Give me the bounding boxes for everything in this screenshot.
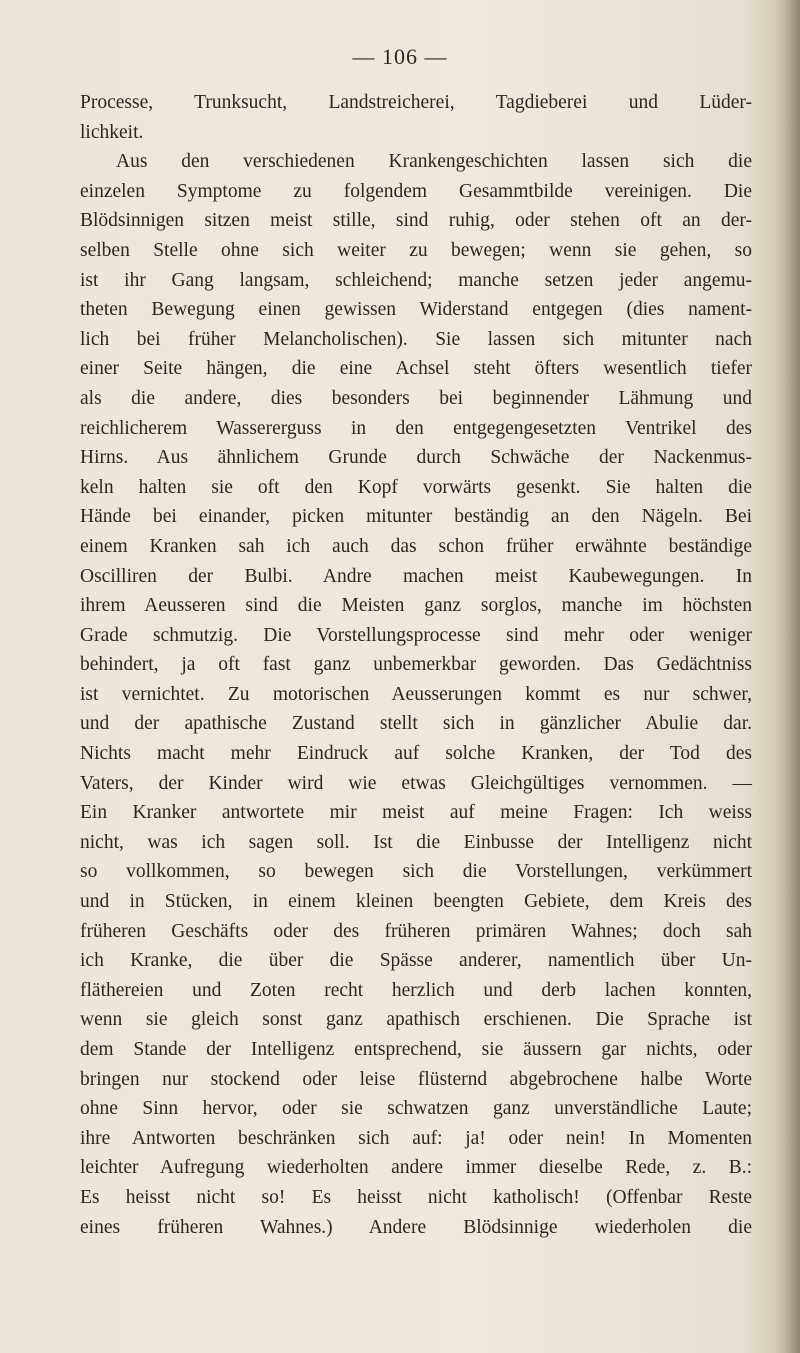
text-line: Grade schmutzig. Die Vorstellungsprocesse sind mehr oder weniger — [80, 624, 752, 646]
text-line: eines früheren Wahnes.) Andere Blödsinnige wiederholen die — [80, 1216, 752, 1238]
text-line: Es heisst nicht so! Es heisst nicht katholisch! (Offenbar Reste — [80, 1186, 752, 1208]
text-line: Aus den verschiedenen Krankengeschichten lassen sich die — [116, 151, 752, 173]
text-line: Nichts macht mehr Eindruck auf solche Kranken, der Tod des — [80, 743, 752, 765]
text-line: behindert, ja oft fast ganz unbemerkbar geworden. Das Gedächtniss — [80, 654, 752, 676]
text-line: theten Bewegung einen gewissen Widerstand entgegen (dies nament- — [80, 299, 752, 321]
text-line: selben Stelle ohne sich weiter zu bewegen; wenn sie gehen, so — [80, 239, 752, 261]
text-line: bringen nur stockend oder leise flüsternd abgebrochene halbe Worte — [80, 1068, 752, 1090]
text-line: ist vernichtet. Zu motorischen Aeusserungen kommt es nur schwer, — [80, 683, 752, 705]
text-line: als die andere, dies besonders bei beginnender Lähmung und — [80, 387, 752, 409]
text-line: Hirns. Aus ähnlichem Grunde durch Schwäche der Nackenmus- — [80, 447, 752, 469]
text-line: dem Stande der Intelligenz entsprechend, sie äussern gar nichts, oder — [80, 1039, 752, 1060]
text-line: Vaters, der Kinder wird wie etwas Gleichgültiges vernommen. — — [80, 772, 752, 794]
body-text — [80, 88, 752, 1242]
text-line: Ein Kranker antwortete mir meist auf meine Fragen: Ich weiss — [80, 802, 752, 824]
text-line: ich Kranke, die über die Spässe anderer, namentlich über Un- — [80, 950, 752, 972]
text-line: Blödsinnigen sitzen meist stille, sind ruhig, oder stehen oft an der- — [80, 210, 752, 232]
text-line: fläthereien und Zoten recht herzlich und derb lachen konnten, — [80, 979, 752, 1001]
text-line: ihre Antworten beschränken sich auf: ja! oder nein! In Momenten — [80, 1127, 752, 1149]
text-line: Processe, Trunksucht, Landstreicherei, Tagdieberei und Lüder- — [80, 92, 752, 113]
text-line: und in Stücken, in einem kleinen beengten Gebiete, dem Kreis des — [80, 891, 752, 913]
text-line: ohne Sinn hervor, oder sie schwatzen ganz unverständliche Laute; — [80, 1098, 752, 1120]
text-line: Hände bei einander, picken mitunter beständig an den Nägeln. Bei — [80, 506, 752, 528]
page-edge-shadow — [774, 0, 800, 1353]
text-line: ihrem Aeusseren sind die Meisten ganz sorglos, manche im höchsten — [80, 595, 752, 617]
text-line: nicht, was ich sagen soll. Ist die Einbusse der Intelligenz nicht — [80, 831, 752, 853]
text-line: reichlicherem Wassererguss in den entgegengesetzten Ventrikel des — [80, 417, 752, 439]
text-line: wenn sie gleich sonst ganz apathisch erschienen. Die Sprache ist — [80, 1009, 752, 1031]
text-line: früheren Geschäfts oder des früheren primären Wahnes; doch sah — [80, 920, 752, 942]
text-line: ist ihr Gang langsam, schleichend; manche setzen jeder angemu- — [80, 269, 752, 291]
text-line: einem Kranken sah ich auch das schon früher erwähnte beständige — [80, 535, 752, 557]
text-line: und der apathische Zustand stellt sich in gänzlicher Abulie dar. — [80, 713, 752, 735]
text-line: keln halten sie oft den Kopf vorwärts gesenkt. Sie halten die — [80, 476, 752, 498]
page-number: — 106 — — [352, 44, 448, 69]
text-line: so vollkommen, so bewegen sich die Vorstellungen, verkümmert — [80, 861, 752, 883]
text-line: Oscilliren der Bulbi. Andre machen meist Kaubewegungen. In — [80, 565, 752, 587]
text-line: einzelen Symptome zu folgendem Gesammtbilde vereinigen. Die — [80, 180, 752, 202]
text-line: lichkeit. — [80, 121, 144, 143]
text-line: einer Seite hängen, die eine Achsel steht öfters wesentlich tiefer — [80, 358, 752, 380]
text-line: leichter Aufregung wiederholten andere immer dieselbe Rede, z. B.: — [80, 1157, 752, 1179]
text-line: lich bei früher Melancholischen). Sie lassen sich mitunter nach — [80, 328, 752, 350]
